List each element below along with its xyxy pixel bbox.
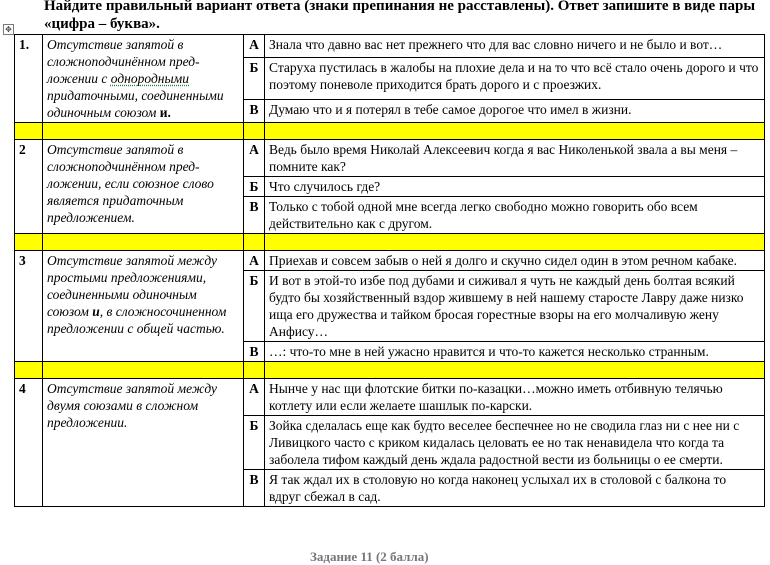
option-sentence: Только с тобой одной мне всегда легко свободно можно говорить обо всем действительно как с другом. [265,197,765,234]
next-task-heading-fragment: Задание 11 (2 балла) [310,549,429,564]
table-row [15,140,765,177]
group-number: 3 [15,251,43,362]
option-sentence: Думаю что и я потерял в тебе самое дорогое что имел в жизни. [265,100,765,123]
rule-description: Отсутствие запятой в сложноподчинённом предложении с однородными придаточными, соединенными одиночным союзом и. [43,35,244,123]
exercise-table [14,34,765,507]
option-letter: Б [244,177,265,197]
option-sentence: Нынче у нас щи флотские битки по-казацки…можно иметь отбивную телячью котлету или если желаете шашлык по-карски. [265,379,765,416]
group-number: 1. [15,35,43,123]
rule-description: Отсутствие запятой в сложноподчинённом предложении, если союзное слово является придаточным предложением. [43,140,244,234]
option-sentence: Старуха пустилась в жалобы на плохие дела и на то что всё стало очень дорого и что поэтому поневоле приходится брать дорого и с проезжих. [265,57,765,99]
option-letter: Б [244,416,265,470]
option-letter: В [244,197,265,234]
group-number: 2 [15,140,43,234]
group-number: 4 [15,379,43,507]
option-sentence: Что случилось где? [265,177,765,197]
table-row [15,251,765,271]
highlight-spacer-row [15,362,765,379]
rule-description: Отсутствие запятой между простыми предложениями, соединенными одиночным союзом и, в сложносочиненном предложении с общей частью. [43,251,244,362]
task-heading: Найдите правильный вариант ответа (знаки препинания не расставлены). Ответ запишите в виде пары «цифра – буква». [44,0,756,32]
option-letter: А [244,140,265,177]
option-sentence: Приехав и совсем забыв о ней я долго и скучно сидел один в этом речном кабаке. [265,251,765,271]
option-letter: А [244,379,265,416]
option-letter: А [244,251,265,271]
option-letter: В [244,342,265,362]
rule-description: Отсутствие запятой между двумя союзами в сложном предложении. [43,379,244,507]
option-letter: А [244,35,265,58]
option-sentence: Я так ждал их в столовую но когда наконец услыхал их в столовой с балкона то вдруг сбежал в сад. [265,470,765,507]
table-move-handle-icon[interactable]: ✥ [3,24,14,35]
option-sentence: Знала что давно вас нет прежнего что для вас словно ничего и не было и вот… [265,35,765,58]
table-row [15,35,765,58]
option-sentence: Зойка сделалась еще как будто веселее беспечнее но не сводила глаз ни с нее ни с Ливицкого часто с криком кидалась целовать ее но так ненавидела что когда та заболела тифом каждый день ждала радостной вести из больницы о ее смерти. [265,416,765,470]
option-letter: В [244,100,265,123]
highlight-spacer-row [15,234,765,251]
option-letter: Б [244,271,265,342]
option-sentence: …: что-то мне в ней ужасно нравится и что-то кажется несколько странным. [265,342,765,362]
option-letter: Б [244,57,265,99]
option-sentence: Ведь было время Николай Алексеевич когда я вас Николенькой звала а вы меня – помните как? [265,140,765,177]
highlight-spacer-row [15,123,765,140]
table-row [15,379,765,416]
option-letter: В [244,470,265,507]
option-sentence: И вот в этой-то избе под дубами и сиживал я чуть не каждый день болтая всякий будто бы хозяйственный вздор жившему в ней нашему старосте Лавру даже низко ища его дружества и тайком бросая горестные взоры на его молчаливую жену Анфису… [265,271,765,342]
